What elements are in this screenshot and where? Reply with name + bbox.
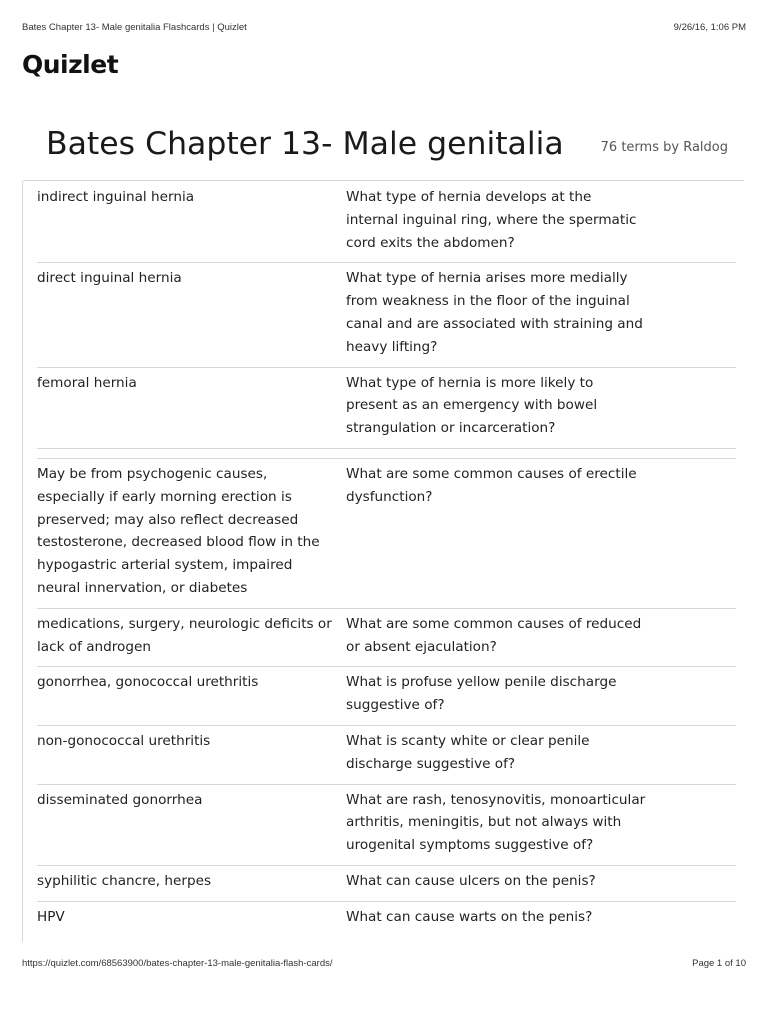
quizlet-logo[interactable]: Quizlet [22,50,119,79]
author-link[interactable]: Raldog [683,140,728,155]
print-url[interactable]: https://quizlet.com/68563900/bates-chapter-13-male-genitalia-flash-cards/ [22,958,333,969]
set-title: Bates Chapter 13- Male genitalia [46,126,564,162]
card-term: direct inguinal hernia [37,270,182,287]
card-term: medications, surgery, neurologic deficits or lack of androgen [37,615,332,655]
card-row [37,368,736,449]
card-list [37,182,736,937]
print-header [22,22,746,36]
card-row-empty [37,449,736,459]
card-term: femoral hernia [37,374,137,391]
card-term: HPV [37,908,65,925]
card-row [37,726,736,785]
card-row [37,866,736,902]
terms-count: 76 terms by [600,140,680,155]
card-definition: What are rash, tenosynovitis, monoarticular arthritis, meningitis, but not always with urogenital symptoms suggestive of? [346,791,646,854]
card-definition: What are some common causes of erectile dysfunction? [346,465,637,505]
card-definition: What is profuse yellow penile discharge suggestive of? [346,674,617,714]
card-term [37,449,346,458]
card-definition [346,449,646,458]
set-header [46,126,728,170]
card-term: disseminated gonorrhea [37,791,203,808]
card-row [37,785,736,866]
card-row [37,459,736,609]
card-definition: What can cause warts on the penis? [346,908,593,925]
print-page-title: Bates Chapter 13- Male genitalia Flashcards | Quizlet [22,22,247,33]
card-term: indirect inguinal hernia [37,189,195,205]
print-datetime: 9/26/16, 1:06 PM [673,22,746,33]
card-row [37,609,736,668]
card-row [37,182,736,263]
card-row [37,263,736,367]
card-definition: What type of hernia is more likely to present as an emergency with bowel strangulation or incarceration? [346,374,598,437]
card-term: May be from psychogenic causes, especially if early morning erection is preserved; may also reflect decreased testosterone, decreased blood flow in the hypogastric arterial system, impaired neural innervation, or diabetes [37,465,320,596]
print-footer [22,958,746,972]
page-number: Page 1 of 10 [692,958,746,969]
card-row [37,667,736,726]
card-definition: What type of hernia develops at the internal inguinal ring, where the spermatic cord exits the abdomen? [346,189,637,251]
set-meta [601,140,728,155]
card-definition: What can cause ulcers on the penis? [346,872,596,889]
card-term: non-gonococcal urethritis [37,732,211,749]
card-definition: What type of hernia arises more medially from weakness in the floor of the inguinal canal and are associated with straining and heavy lifting? [346,270,643,355]
card-definition: What are some common causes of reduced or absent ejaculation? [346,615,642,655]
card-term: gonorrhea, gonococcal urethritis [37,674,259,691]
card-definition: What is scanty white or clear penile discharge suggestive of? [346,732,590,772]
card-row [37,902,736,937]
card-term: syphilitic chancre, herpes [37,872,212,889]
